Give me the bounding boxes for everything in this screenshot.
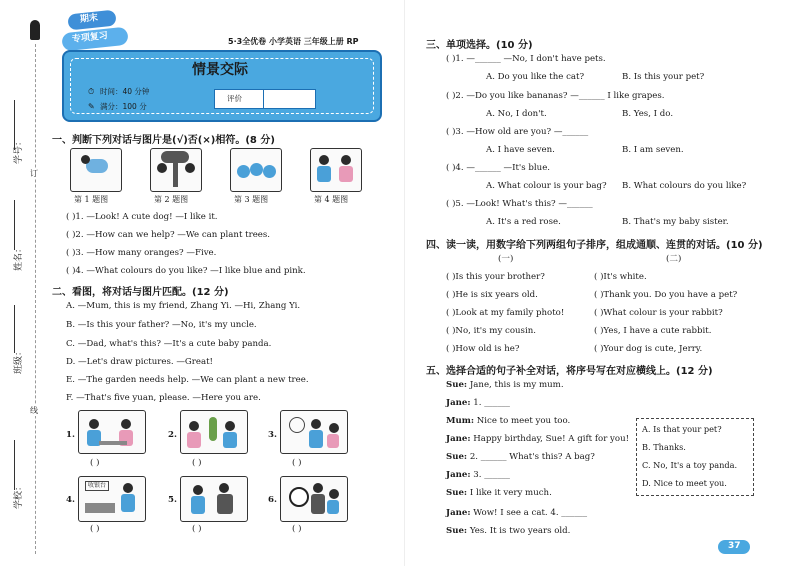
sec5-line-8[interactable]: Jane: Wow! I see a cat. 4. ______ [446, 508, 588, 518]
sec2-num-4: 4. [66, 495, 75, 505]
sec4-right-4[interactable]: ( )Yes, I have a cute rabbit. [594, 326, 712, 336]
title-banner [62, 50, 382, 122]
sec3-q5-stem[interactable]: ( )5. —Look! What's this? —______ [446, 199, 593, 209]
sec2-item-d: D. —Let's draw pictures. —Great! [66, 357, 214, 367]
badge-line1: 期末 [79, 13, 99, 25]
sec1-picture-4 [310, 148, 362, 192]
sec2-paren-5[interactable]: ( ) [192, 524, 202, 534]
banji-label: 班级： [14, 346, 25, 375]
sec4-group-1: (一) [498, 254, 514, 264]
sec2-item-e: E. —The garden needs help. —We can plant a new tree. [66, 375, 309, 385]
sec4-left-2[interactable]: ( )He is six years old. [446, 290, 538, 300]
sec1-item-2[interactable]: ( )2. —How can we help? —We can plant trees. [66, 230, 271, 240]
sec4-left-4[interactable]: ( )No, it's my cousin. [446, 326, 536, 336]
sec2-item-b: B. —Is this your father? —No, it's my uncle. [66, 320, 257, 330]
sec5-line-6[interactable]: Jane: 3. ______ [446, 470, 510, 480]
sec2-num-1: 1. [66, 430, 75, 440]
sec5-line-5[interactable]: Sue: 2. ______ What's this? A bag? [446, 452, 595, 462]
sec1-item-3[interactable]: ( )3. —How many oranges? —Five. [66, 248, 217, 258]
sec3-q5-b: B. That's my baby sister. [622, 217, 729, 227]
sec1-title: 一、判断下列对话与图片是(√)否(×)相符。(8 分) [52, 135, 275, 146]
sec3-q5-a: A. It's a red rose. [486, 217, 561, 227]
pencil-icon: ✎ [88, 102, 95, 111]
sec2-item-c: C. —Dad, what's this? —It's a cute baby panda. [66, 339, 272, 349]
sec2-paren-4[interactable]: ( ) [90, 524, 100, 534]
sec5-line-7: Sue: I like it very much. [446, 488, 552, 498]
sec3-q1-stem[interactable]: ( )1. —______ —No, I don't have pets. [446, 54, 606, 64]
sec2-paren-3[interactable]: ( ) [292, 458, 302, 468]
sec3-q4-stem[interactable]: ( )4. —______ —It's blue. [446, 163, 551, 173]
sec4-right-1[interactable]: ( )It's white. [594, 272, 647, 282]
sec1-picture-3 [230, 148, 282, 192]
ding-mark: 订 [30, 169, 38, 178]
sec4-right-5[interactable]: ( )Your dog is cute, Jerry. [594, 344, 703, 354]
sec5-line-1: Sue: Jane, this is my mum. [446, 380, 564, 390]
caption-3: 第 3 题图 [234, 195, 269, 204]
caption-1: 第 1 题图 [74, 195, 109, 204]
xingming-line [14, 200, 15, 250]
sec5-option-b: B. Thanks. [642, 442, 686, 452]
sec2-picture-5 [180, 476, 248, 522]
sec5-option-c: C. No, It's a toy panda. [642, 460, 738, 470]
sec2-num-2: 2. [168, 430, 177, 440]
banji-line [14, 305, 15, 353]
xuehao-line [14, 100, 15, 150]
sec5-option-a: A. Is that your pet? [642, 424, 722, 434]
sec2-item-f: F. —That's five yuan, please. —Here you are. [66, 393, 261, 403]
sec3-title: 三、单项选择。(10 分) [426, 40, 533, 51]
sec3-q2-stem[interactable]: ( )2. —Do you like bananas? —______ I like grapes. [446, 91, 665, 101]
sec4-title: 四、读一读，用数字给下列两组句子排序，组成通顺、连贯的对话。(10 分) [426, 240, 763, 251]
sec2-paren-6[interactable]: ( ) [292, 524, 302, 534]
sec3-q3-b: B. I am seven. [622, 145, 684, 155]
sec3-q1-b: B. Is this your pet? [622, 72, 705, 82]
sec3-q4-b: B. What colours do you like? [622, 181, 747, 191]
sec2-paren-2[interactable]: ( ) [192, 458, 202, 468]
sec3-q2-b: B. Yes, I do. [622, 109, 674, 119]
sec5-options-box [636, 418, 754, 496]
sec2-picture-3 [280, 410, 348, 454]
sec4-right-2[interactable]: ( )Thank you. Do you have a pet? [594, 290, 738, 300]
sec4-group-2: (二) [666, 254, 682, 264]
badge-line2: 专项复习 [71, 31, 109, 45]
sec2-paren-1[interactable]: ( ) [90, 458, 100, 468]
sec1-item-4[interactable]: ( )4. —What colours do you like? —I like blue and pink. [66, 266, 306, 276]
sec2-picture-6 [280, 476, 348, 522]
sec4-right-3[interactable]: ( )What colour is your rabbit? [594, 308, 723, 318]
xuexiao-line [14, 440, 15, 490]
eval-label: 评价 [227, 94, 242, 103]
xuehao-label: 学号： [14, 136, 25, 165]
sec2-num-5: 5. [168, 495, 177, 505]
page-number-badge [718, 540, 750, 554]
sec5-title: 五、选择合适的句子补全对话，将序号写在对应横线上。(12 分) [426, 366, 713, 377]
sec3-q3-stem[interactable]: ( )3. —How old are you? —______ [446, 127, 589, 137]
sec2-item-a: A. —Mum, this is my friend, Zhang Yi. —Hi, Zhang Yi. [66, 301, 301, 311]
time-limit: 时间：40 分钟 [100, 87, 150, 96]
sec2-num-6: 6. [268, 495, 277, 505]
sec5-line-2[interactable]: Jane: 1. ______ [446, 398, 510, 408]
page-title: 情景交际 [192, 62, 248, 78]
series-title: 5·3全优卷 小学英语 三年级上册 RP [228, 37, 359, 46]
sec5-line-4: Jane: Happy birthday, Sue! A gift for you! [446, 434, 630, 444]
sec4-left-1[interactable]: ( )Is this your brother? [446, 272, 545, 282]
full-score: 满分：100 分 [100, 102, 147, 111]
dashed-line [35, 44, 36, 554]
binding-strip [0, 0, 46, 566]
xian-mark: 线 [30, 406, 38, 415]
caption-4: 第 4 题图 [314, 195, 349, 204]
xingming-label: 姓名： [14, 243, 25, 272]
sec2-picture-4 [78, 476, 146, 522]
cashier-sign: 收银台 [85, 481, 109, 491]
sec2-picture-1 [78, 410, 146, 454]
sec1-picture-1 [70, 148, 122, 192]
sec5-line-3: Mum: Nice to meet you too. [446, 416, 571, 426]
sec3-q4-a: A. What colour is your bag? [486, 181, 607, 191]
page-divider [404, 0, 405, 566]
rocket-icon [30, 20, 40, 40]
caption-2: 第 2 题图 [154, 195, 189, 204]
sec3-q3-a: A. I have seven. [486, 145, 555, 155]
sec4-left-5[interactable]: ( )How old is he? [446, 344, 520, 354]
xuexiao-label: 学校： [14, 481, 25, 510]
page-number: 37 [728, 541, 741, 551]
sec4-left-3[interactable]: ( )Look at my family photo! [446, 308, 565, 318]
sec2-title: 二、看图，将对话与图片匹配。(12 分) [52, 287, 229, 298]
sec1-item-1[interactable]: ( )1. —Look! A cute dog! —I like it. [66, 212, 218, 222]
sec2-picture-2 [180, 410, 248, 454]
sec5-option-d: D. Nice to meet you. [642, 478, 727, 488]
eval-box [214, 89, 316, 109]
sec1-picture-2 [150, 148, 202, 192]
sec3-q1-a: A. Do you like the cat? [486, 72, 585, 82]
sec3-q2-a: A. No, I don't. [486, 109, 547, 119]
sec2-num-3: 3. [268, 430, 277, 440]
sec5-line-9: Sue: Yes. It is two years old. [446, 526, 571, 536]
clock-icon: ⏱ [88, 87, 95, 96]
